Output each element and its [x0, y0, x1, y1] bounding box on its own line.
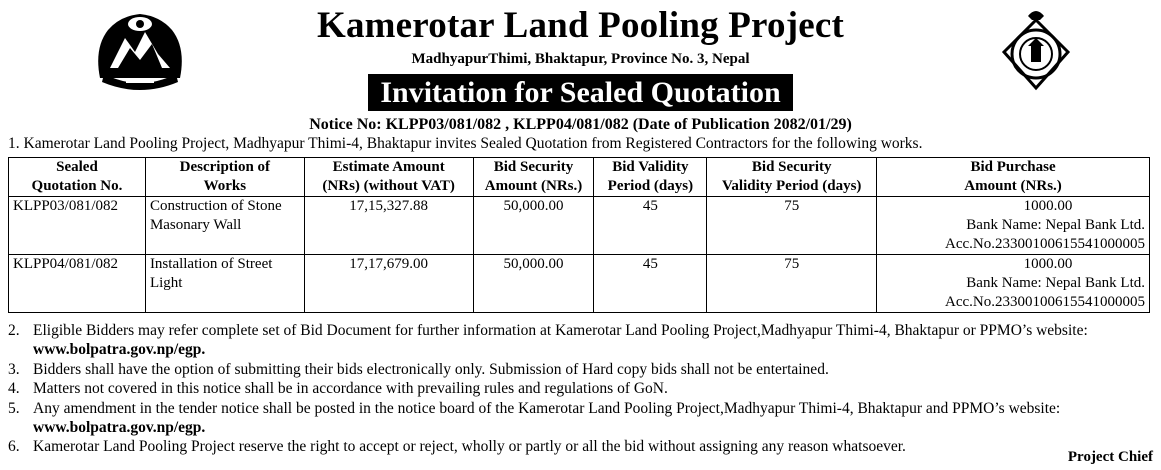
- note-text: Kamerotar Land Pooling Project reserve the right to accept or reject, wholly or partly or all the bid without assigning any reason whatsoever.: [33, 438, 906, 456]
- note-text: Matters not covered in this notice shall be in accordance with prevailing rules and regulations of GoN.: [33, 380, 668, 398]
- purchase-amount: 1000.00: [1023, 198, 1073, 214]
- project-address: MadhyapurThimi, Bhaktapur, Province No. 3, Nepal: [411, 51, 750, 67]
- website-link: www.bolpatra.gov.np/egp.: [33, 341, 206, 359]
- note-number: 3.: [8, 360, 20, 378]
- page-title: Kamerotar Land Pooling Project: [316, 5, 845, 46]
- signoff: Project Chief: [1067, 449, 1153, 465]
- note-number: 4.: [8, 380, 20, 398]
- security-validity-cell: 75: [707, 197, 877, 255]
- note-number: 5.: [8, 399, 20, 417]
- col-header-estimate: Estimate Amount (NRs) (without VAT): [304, 158, 473, 197]
- bid-security-cell: 50,000.00: [473, 197, 594, 255]
- quotation-no-cell: KLPP04/081/082: [9, 255, 146, 313]
- bid-validity-cell: 45: [594, 255, 707, 313]
- bank-name: Bank Name: Nepal Bank Ltd.: [966, 275, 1145, 291]
- estimate-cell: 17,15,327.88: [304, 197, 473, 255]
- note-text: Eligible Bidders may refer complete set of Bid Document for further information at Kamerotar Land Pooling Project,Madhyapur Thimi-4, Bhaktapur or PPMO’s website:: [33, 322, 1088, 339]
- purchase-amount: 1000.00: [1023, 256, 1073, 272]
- list-item: [8, 360, 1158, 379]
- works-table: [8, 157, 1150, 313]
- notice-number: Notice No: KLPP03/081/082 , KLPP04/081/082 (Date of Publication 2082/01/29): [309, 116, 852, 133]
- note-number: 2.: [8, 322, 20, 339]
- note-text: Any amendment in the tender notice shall be posted in the notice board of the Kamerotar Land Pooling Project,Madhyapur Thimi-4, Bhaktapur and PPMO’s website:: [33, 399, 1061, 417]
- bank-name: Bank Name: Nepal Bank Ltd.: [966, 217, 1145, 233]
- notes-list: [8, 321, 1158, 457]
- col-header-quotation-no: Sealed Quotation No.: [9, 158, 146, 197]
- col-header-bid-validity: Bid Validity Period (days): [594, 158, 707, 197]
- description-cell: Installation of Street Light: [145, 255, 304, 313]
- list-item: [8, 437, 1158, 456]
- bid-validity-cell: 45: [594, 197, 707, 255]
- list-item: [8, 399, 1158, 438]
- table-row: [9, 197, 1150, 255]
- table-header-row: [9, 158, 1150, 197]
- list-item: [8, 321, 1158, 360]
- estimate-cell: 17,17,679.00: [304, 255, 473, 313]
- col-header-bid-security: Bid Security Amount (NRs.): [473, 158, 594, 197]
- note-number: 6.: [8, 438, 20, 456]
- intro-paragraph: 1. Kamerotar Land Pooling Project, Madhyapur Thimi-4, Bhaktapur invites Sealed Quotation from Registered Contractors for the following works.: [8, 135, 923, 152]
- bid-purchase-cell: [877, 197, 1150, 255]
- list-item: [8, 379, 1158, 398]
- account-number: Acc.No.23300100615541000005: [945, 294, 1145, 310]
- account-number: Acc.No.23300100615541000005: [945, 236, 1145, 252]
- col-header-description: Description of Works: [145, 158, 304, 197]
- description-cell: Construction of Stone Masonary Wall: [145, 197, 304, 255]
- bid-purchase-cell: [877, 255, 1150, 313]
- website-link: www.bolpatra.gov.np/egp.: [33, 419, 206, 437]
- table-row: [9, 255, 1150, 313]
- security-validity-cell: 75: [707, 255, 877, 313]
- note-text: Bidders shall have the option of submitting their bids electronically only. Submission of Hard copy bids shall not be entertained.: [33, 360, 829, 378]
- bid-security-cell: 50,000.00: [473, 255, 594, 313]
- col-header-bid-purchase: Bid Purchase Amount (NRs.): [877, 158, 1150, 197]
- quotation-no-cell: KLPP03/081/082: [9, 197, 146, 255]
- notice-banner: Invitation for Sealed Quotation: [368, 74, 792, 111]
- col-header-security-validity: Bid Security Validity Period (days): [707, 158, 877, 197]
